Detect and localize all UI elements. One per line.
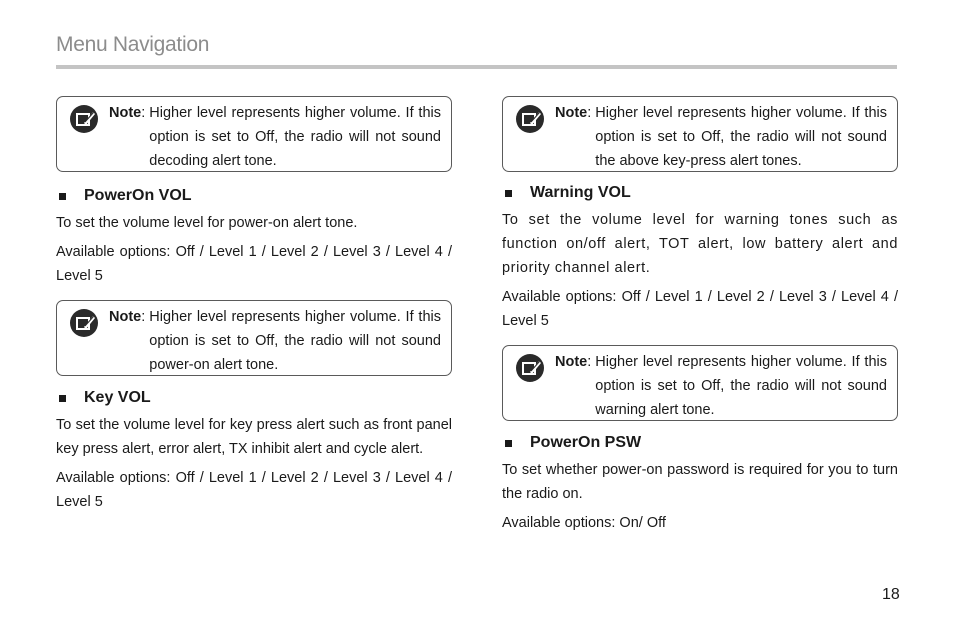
available-options: Available options: On/ Off — [502, 515, 666, 531]
available-options: Available options: Off / Level 1 / Level 2 / Level 3 / Level 4 / Level 5 — [56, 470, 452, 510]
note-text: Higher level represents higher volume. If this option is set to Off, the radio will not sound power-on alert tone. — [149, 309, 441, 373]
bullet-square-icon — [59, 395, 66, 402]
note-label: Note — [109, 309, 142, 325]
title-divider — [56, 65, 897, 69]
left-column — [56, 96, 452, 519]
bullet-square-icon — [505, 440, 512, 447]
note-box: Note : Higher level represents higher volume. If this option is set to Off, the radio will not sound the above key-press alert tones. — [502, 96, 898, 172]
note-pen-icon — [69, 308, 99, 338]
note-label: Note — [109, 105, 142, 121]
page-number: 18 — [882, 586, 900, 603]
section-description: To set the volume level for key press alert such as front panel key press alert, error alert, TX inhibit alert and cycle alert. — [56, 417, 452, 457]
section-description: To set the volume level for warning tones such as function on/off alert, TOT alert, low battery alert and priority channel alert. — [502, 212, 898, 276]
note-pen-icon — [515, 353, 545, 383]
section-description: To set whether power-on password is required for you to turn the radio on. — [502, 462, 898, 502]
bullet-square-icon — [59, 193, 66, 200]
page-title: Menu Navigation — [56, 33, 210, 56]
section-title: PowerOn PSW — [530, 434, 642, 451]
section-description: To set the volume level for power-on alert tone. — [56, 215, 358, 231]
section-heading — [56, 187, 452, 205]
note-label: Note — [555, 105, 588, 121]
note-box: Note : Higher level represents higher volume. If this option is set to Off, the radio will not sound power-on alert tone. — [56, 300, 452, 376]
note-text: Higher level represents higher volume. If this option is set to Off, the radio will not sound decoding alert tone. — [149, 105, 441, 169]
section-title: Key VOL — [84, 389, 151, 406]
note-label: Note — [555, 354, 588, 370]
available-options: Available options: Off / Level 1 / Level 2 / Level 3 / Level 4 / Level 5 — [502, 289, 898, 329]
available-options: Available options: Off / Level 1 / Level 2 / Level 3 / Level 4 / Level 5 — [56, 244, 452, 284]
section-heading — [502, 184, 898, 202]
section-title: Warning VOL — [530, 184, 631, 201]
note-box: Note : Higher level represents higher volume. If this option is set to Off, the radio will not sound decoding alert tone. — [56, 96, 452, 172]
bullet-square-icon — [505, 190, 512, 197]
note-text: Higher level represents higher volume. If this option is set to Off, the radio will not sound the above key-press alert tones. — [595, 105, 887, 169]
note-pen-icon — [515, 104, 545, 134]
right-column — [502, 96, 898, 540]
note-box: Note : Higher level represents higher volume. If this option is set to Off, the radio will not sound warning alert tone. — [502, 345, 898, 421]
note-text: Higher level represents higher volume. If this option is set to Off, the radio will not sound warning alert tone. — [595, 354, 887, 418]
section-heading — [502, 434, 898, 452]
section-heading — [56, 389, 452, 407]
note-pen-icon — [69, 104, 99, 134]
section-title: PowerOn VOL — [84, 187, 192, 204]
